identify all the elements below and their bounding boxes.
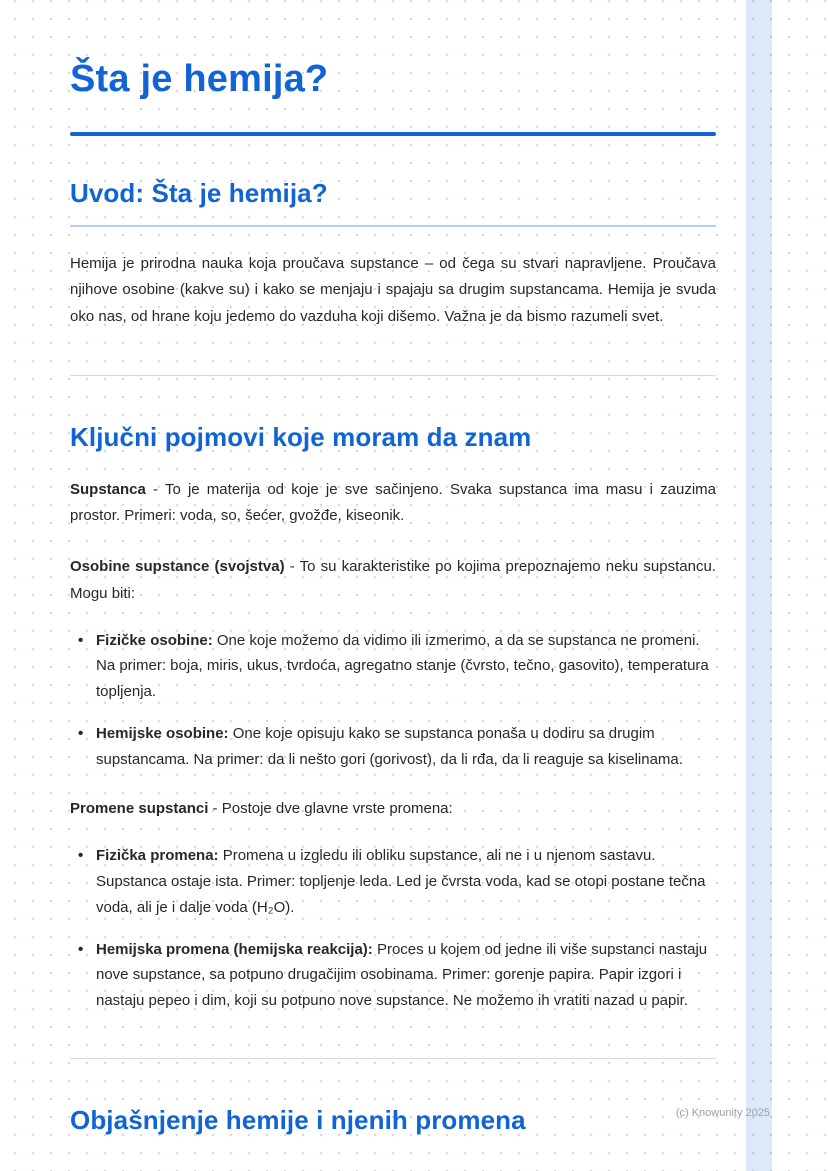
bullet-text: One koje opisuju kako se supstanca ponaša u dodiru sa drugim supstancama. Na primer: da li nešto gori (gorivost), da li rđa, da li reaguje sa kiselinama.: [96, 724, 683, 768]
bullet-text: Promena u izgledu ili obliku supstance, ali ne i u njenom sastavu. Supstanca ostaje ista. Primer: topljenje leda. Led je čvrsta voda, kad se otopi postane tečna voda, ali je i dalje voda (H₂O).: [96, 847, 706, 916]
section-divider-2: [70, 1058, 716, 1059]
paragraph-promene: [70, 796, 716, 823]
page-title: Šta je hemija?: [70, 58, 329, 100]
bullet-fizicka-promena: [76, 843, 716, 920]
section-key-concepts: [70, 422, 716, 1014]
title-divider-rule: [70, 132, 716, 136]
bullet-term: Hemijska promena (hemijska reakcija):: [96, 940, 373, 958]
section-explain: [70, 1105, 716, 1136]
paragraph-osobine: [70, 554, 716, 607]
bullet-text: Proces u kojem od jedne ili više supstanci nastaju nove supstance, sa potpuno drugačijim osobinama. Primer: gorenje papira. Papir izgori i nastaju pepeo i dim, koji su potpuno nove supstance. Ne možemo ih vratiti nazad u papir.: [96, 940, 708, 1010]
section-divider-1: [70, 375, 716, 376]
document-content: [70, 58, 716, 1136]
definition-supstanca: - To je materija od koje je sve sačinjeno. Svaka supstanca ima masu i zauzima prostor. Primeri: voda, so, šećer, gvožđe, kiseonik.: [70, 480, 716, 525]
bullet-hemijska-promena: [76, 937, 716, 1014]
osobine-bullet-list: [76, 628, 716, 773]
bullet-term: Fizička promena:: [96, 847, 219, 865]
section-heading-kljucni-pojmovi: Ključni pojmovi koje moram da znam: [70, 421, 532, 452]
definition-promene: - Postoje dve glavne vrste promena:: [208, 800, 453, 818]
intro-paragraph: Hemija je prirodna nauka koja proučava supstance – od čega su stvari napravljene. Proučava njihove osobine (kakve su) i kako se menjaju i spajaju sa drugim supstancama. Hemija je svuda oko nas, od hrane koju jedemo do vazduha koji dišemo. Važna je da bismo razumeli svet.: [70, 254, 716, 326]
copyright-note: (c) Knowunity 2025: [675, 1107, 770, 1119]
section-heading-uvod: Uvod: Šta je hemija?: [70, 178, 716, 227]
bullet-fizicke-osobine: [76, 628, 716, 705]
bullet-text: One koje možemo da vidimo ili izmerimo, a da se supstanca ne promeni. Na primer: boja, miris, ukus, tvrdoća, agregatno stanje (čvrsto, tečno, gasovito), temperatura topljenja.: [96, 631, 709, 701]
notebook-margin-stripe: [746, 0, 772, 1171]
term-osobine: Osobine supstance (svojstva): [70, 558, 285, 576]
bullet-term: Hemijske osobine:: [96, 724, 229, 742]
bullet-term: Fizičke osobine:: [96, 631, 213, 649]
promene-bullet-list: [76, 843, 716, 1014]
section-intro: [70, 178, 716, 331]
section-heading-objasnjenje: Objašnjenje hemije i njenih promena: [70, 1104, 526, 1135]
bullet-hemijske-osobine: [76, 721, 716, 773]
paragraph-supstanca: [70, 477, 716, 530]
term-promene: Promene supstanci: [70, 800, 209, 818]
definition-osobine: - To su karakteristike po kojima prepoznajemo neku supstancu. Mogu biti:: [70, 558, 716, 602]
term-supstanca: Supstanca: [70, 480, 146, 498]
